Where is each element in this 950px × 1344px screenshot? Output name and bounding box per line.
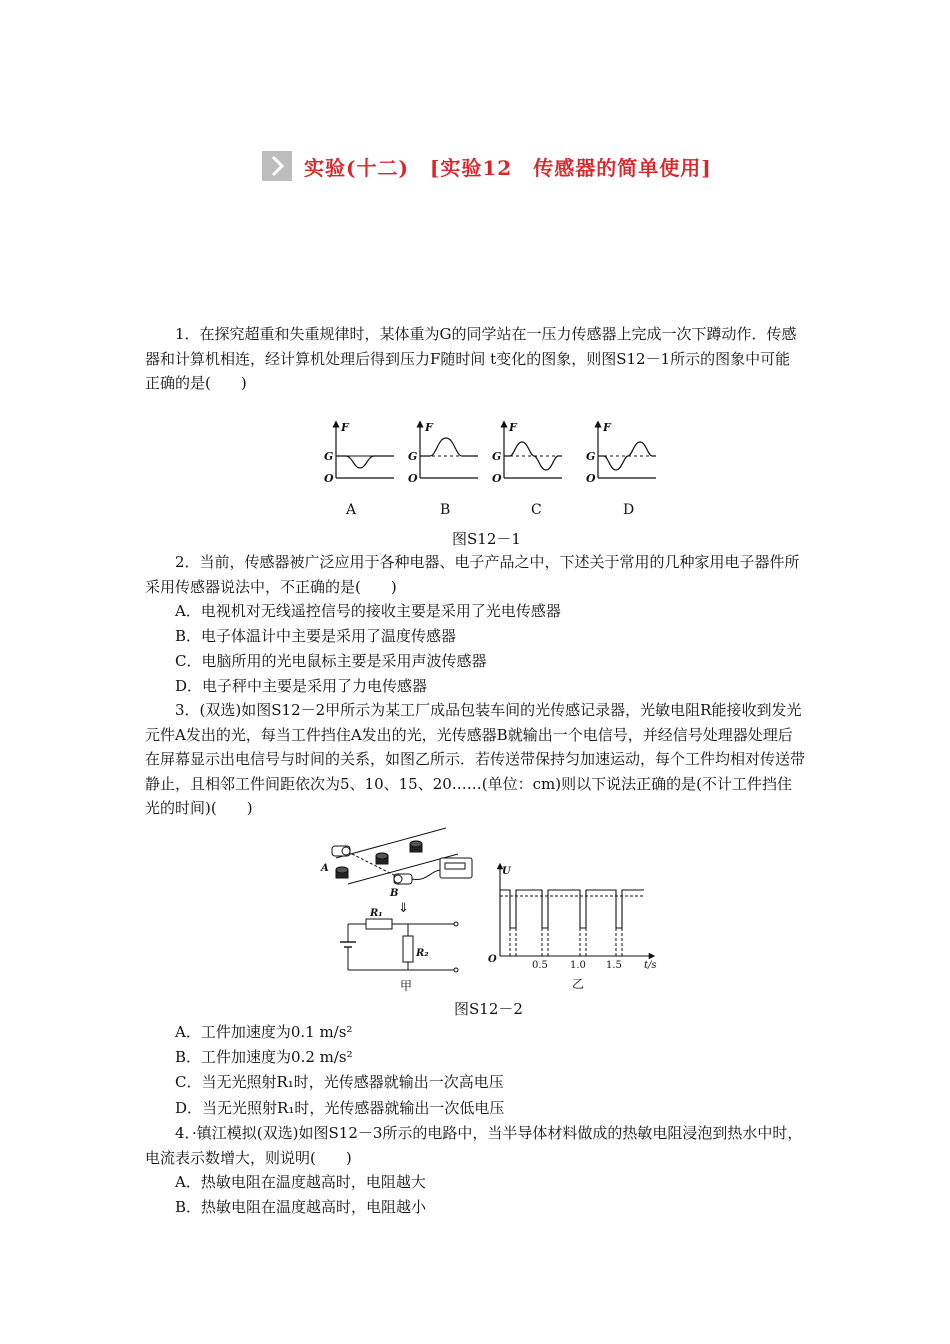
q2-option-b: B．电子体温计中主要是采用了温度传感器 (175, 627, 457, 645)
graph-c (492, 421, 562, 485)
graph-b-o-label: O (408, 472, 418, 485)
axis-t-label: t/s (644, 960, 657, 971)
q3-option-b: B．工件加速度为0.2 m/s² (175, 1048, 353, 1066)
question-4-text: 4．·镇江模拟(双选)如图S12－3所示的电路中，当半导体材料做成的热敏电阻浸泡到热水中时，电流表示数增大，则说明( ) (145, 1124, 803, 1167)
work-piece (376, 853, 388, 864)
graph-c-o-label: O (492, 472, 502, 485)
q2-option-d: D．电子秤中主要是采用了力电传感器 (175, 677, 428, 695)
q4-option-a: A．热敏电阻在温度越高时，电阻越大 (175, 1173, 426, 1191)
option-label-b: B (440, 502, 451, 518)
graph-d-f-label: F (603, 421, 611, 434)
q4-option-b: B．热敏电阻在温度越高时，电阻越小 (175, 1198, 427, 1216)
label-r2: R₂ (416, 948, 429, 959)
axis-u-label: U (502, 866, 511, 877)
q3-option-a: A．工件加速度为0.1 m/s² (175, 1023, 353, 1041)
emitter-a-device (332, 846, 350, 856)
question-1-text: 1．在探究超重和失重规律时，某体重为G的同学站在一压力传感器上完成一次下蹲动作．传感器和计算机相连，经计算机处理后得到压力F随时间 t变化的图象，则图S12－1所示的图象中可能正确的是( ) (145, 325, 797, 392)
graph-a-g-label: G (324, 450, 334, 463)
label-r1: R₁ (370, 908, 383, 919)
label-yi: 乙 (572, 977, 585, 991)
option-label-d: D (623, 502, 635, 518)
chevron-right-icon (262, 151, 292, 181)
tick-1-0: 1.0 (570, 960, 586, 971)
label-a: A (321, 863, 329, 874)
graph-a-f-label: F (341, 421, 349, 434)
graph-a-o-label: O (324, 472, 334, 485)
graph-a (324, 421, 394, 485)
work-piece (336, 867, 348, 878)
graph-c-g-label: G (492, 450, 502, 463)
tick-0-5: 0.5 (532, 960, 548, 971)
figure-yi-signal-graph (484, 858, 664, 992)
page-title: 实验(十二) [实验12 传感器的简单使用] (304, 155, 712, 180)
sensor-b-device (394, 874, 412, 884)
q3-option-c: C．当无光照射R₁时，光传感器就输出一次高电压 (175, 1073, 504, 1091)
tick-1-5: 1.5 (606, 960, 622, 971)
graph-b (408, 421, 478, 485)
question-2-text: 2．当前，传感器被广泛应用于各种电器、电子产品之中，下述关于常用的几种家用电子器件所采用传感器说法中，不正确的是( ) (145, 553, 800, 596)
axis-o-label: O (488, 954, 497, 965)
graph-b-g-label: G (408, 450, 418, 463)
q2-option-a: A．电视机对无线遥控信号的接收主要是采用了光电传感器 (175, 602, 561, 620)
graph-d-g-label: G (586, 450, 596, 463)
question-3-text: 3．(双选)如图S12－2甲所示为某工厂成品包装车间的光传感记录器，光敏电阻R能接收到发光元件A发出的光，每当工件挡住A发出的光，光传感器B就输出一个电信号，并经信号处理器处理后在屏幕显示出电信号与时间的关系，如图乙所示．若传送带保持匀加速运动，每个工件均相对传送带静止，且相邻工件间距依次为5、10、15、20……(单位：cm)则以下说法正确的是(不计工件挡住光的时间)( ) (145, 701, 806, 817)
label-jia: 甲 (400, 979, 413, 993)
graph-b-f-label: F (425, 421, 433, 434)
graph-d-o-label: O (586, 472, 596, 485)
option-label-a: A (346, 502, 357, 518)
label-b: B (390, 888, 399, 899)
figure-caption-s12-2: 图S12－2 (454, 1000, 523, 1018)
figure-s12-1-graphs (318, 420, 663, 488)
q3-option-d: D．当无光照射R₁时，光传感器就输出一次低电压 (175, 1099, 505, 1117)
title-bar (262, 148, 712, 184)
figure-caption-s12-1: 图S12－1 (452, 530, 521, 548)
work-piece (410, 841, 422, 852)
graph-d (586, 421, 656, 485)
option-label-c: C (531, 502, 542, 518)
graph-c-f-label: F (509, 421, 517, 434)
figure-jia-apparatus (318, 826, 478, 994)
q2-option-c: C．电脑所用的光电鼠标主要是采用声波传感器 (175, 652, 487, 670)
arrow-down-icon: ⇓ (398, 901, 409, 916)
